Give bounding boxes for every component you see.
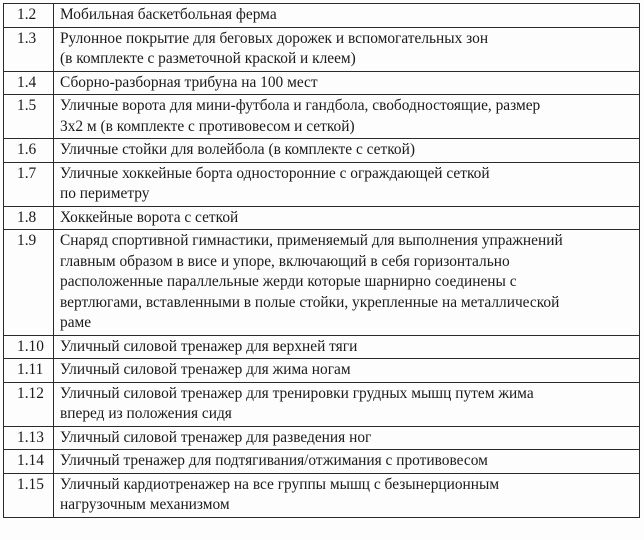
description-line: Уличный тренажер для подтягивания/отжимания с противовесом	[60, 452, 488, 469]
item-number: 1.10	[4, 335, 54, 359]
item-description	[54, 27, 640, 71]
description-line: Уличный кардиотренажер на все группы мышц с безынерционным	[60, 475, 500, 493]
description-line: нагрузочным механизмом	[60, 496, 230, 513]
table-row	[4, 230, 640, 336]
description-line: вертлюгами, вставленными в полые стойки, укрепленные на металлической	[60, 293, 560, 311]
item-number: 1.2	[4, 4, 54, 28]
table-row	[4, 335, 640, 359]
table-row	[4, 71, 640, 95]
item-number: 1.5	[4, 95, 54, 139]
description-line: Уличный силовой тренажер для верхней тяги	[60, 337, 358, 355]
table-row	[4, 359, 640, 383]
table-row	[4, 162, 640, 206]
description-line: Мобильная баскетбольная ферма	[60, 6, 277, 23]
description-line: Хоккейные ворота с сеткой	[60, 208, 239, 226]
table-row	[4, 206, 640, 230]
table-row	[4, 139, 640, 163]
description-line: расположенные параллельные жерди которые шарнирно соединены с	[60, 273, 517, 290]
item-number: 1.9	[4, 230, 54, 336]
item-number: 1.4	[4, 71, 54, 95]
description-line: Сборно-разборная трибуна на 100 мест	[60, 73, 318, 91]
item-description	[54, 473, 640, 517]
description-line: Снаряд спортивной гимнастики, применяемый для выполнения упражнений	[60, 232, 563, 249]
description-line: Рулонное покрытие для беговых дорожек и вспомогательных зон	[60, 29, 489, 47]
item-number: 1.15	[4, 473, 54, 517]
table-row	[4, 27, 640, 71]
item-description	[54, 359, 640, 383]
table-row	[4, 382, 640, 426]
table-row	[4, 473, 640, 517]
equipment-table	[3, 3, 640, 518]
table-row	[4, 4, 640, 28]
description-line: (в комплекте с разметочной краской и клеем)	[60, 50, 356, 67]
description-line: 3х2 м (в комплекте с противовесом и сеткой)	[60, 117, 355, 135]
item-description	[54, 426, 640, 450]
table-row	[4, 450, 640, 474]
description-line: вперед из положения сидя	[60, 405, 232, 422]
description-line: Уличный силовой тренажер для тренировки грудных мышц путем жима	[60, 384, 534, 402]
item-number: 1.7	[4, 162, 54, 206]
table-row	[4, 95, 640, 139]
item-number: 1.8	[4, 206, 54, 230]
description-line: раме	[60, 314, 92, 331]
description-line: Уличный силовой тренажер для разведения ног	[60, 428, 372, 446]
item-number: 1.3	[4, 27, 54, 71]
description-line: главным образом в висе и упоре, включающий в себя горизонтально	[60, 252, 510, 270]
item-description	[54, 230, 640, 336]
item-description	[54, 335, 640, 359]
item-description	[54, 382, 640, 426]
description-line: Уличные стойки для волейбола (в комплекте с сеткой)	[60, 141, 415, 158]
item-description	[54, 139, 640, 163]
item-number: 1.11	[4, 359, 54, 383]
item-number: 1.13	[4, 426, 54, 450]
item-description	[54, 71, 640, 95]
item-description	[54, 450, 640, 474]
item-description	[54, 206, 640, 230]
item-number: 1.6	[4, 139, 54, 163]
item-description	[54, 95, 640, 139]
item-number: 1.12	[4, 382, 54, 426]
description-line: Уличный силовой тренажер для жима ногам	[60, 361, 351, 378]
equipment-table-body	[4, 4, 640, 518]
description-line: Уличные хоккейные борта односторонние с ограждающей сеткой	[60, 164, 490, 182]
description-line: Уличные ворота для мини-футбола и гандбола, свободностоящие, размер	[60, 97, 541, 114]
item-description	[54, 162, 640, 206]
item-number: 1.14	[4, 450, 54, 474]
table-row	[4, 426, 640, 450]
description-line: по периметру	[60, 185, 150, 202]
item-description	[54, 4, 640, 28]
